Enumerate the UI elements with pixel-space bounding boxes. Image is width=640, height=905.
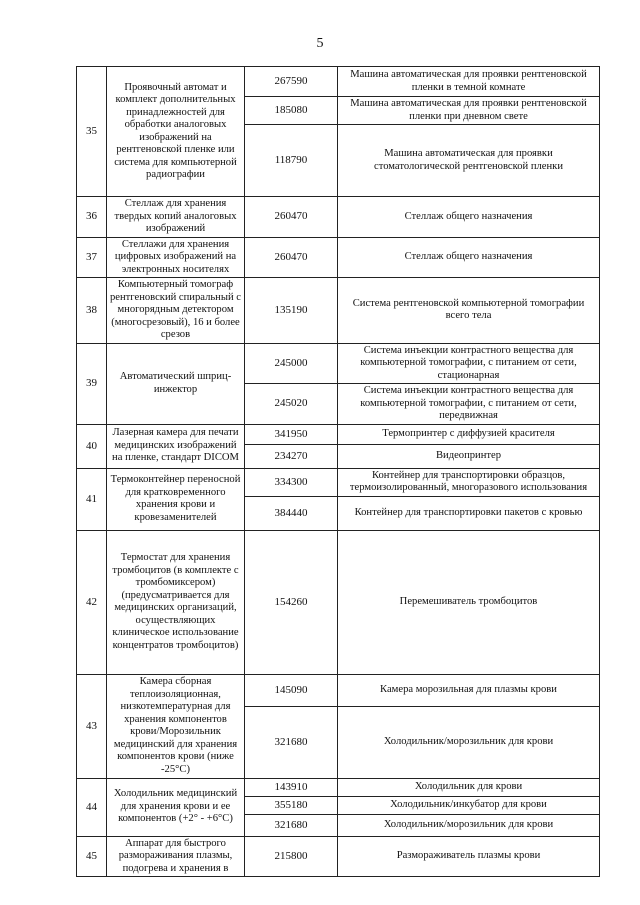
nomenclature-code: 341950 [245, 424, 338, 444]
nomenclature-code: 154260 [245, 530, 338, 674]
nomenclature-code: 245020 [245, 384, 338, 425]
nomenclature-description: Система рентгеновской компьютерной томографии всего тела [338, 278, 600, 344]
nomenclature-description: Перемешиватель тромбоцитов [338, 530, 600, 674]
nomenclature-description: Стеллаж общего назначения [338, 237, 600, 278]
equipment-name: Проявочный автомат и комплект дополнительных принадлежностей для обработки аналоговых изображений на рентгеновской пленке или система для компьютерной радиографии [107, 67, 245, 197]
nomenclature-code: 215800 [245, 836, 338, 877]
table-row [77, 836, 600, 877]
nomenclature-code: 260470 [245, 237, 338, 278]
equipment-name: Термоконтейнер переносной для кратковременного хранения крови и кровезаменителей [107, 468, 245, 530]
nomenclature-code: 260470 [245, 197, 338, 238]
nomenclature-code: 321680 [245, 814, 338, 836]
nomenclature-description: Холодильник для крови [338, 778, 600, 796]
table-row [77, 424, 600, 444]
table-row [77, 343, 600, 384]
nomenclature-description: Система инъекции контрастного вещества для компьютерной томографии, с питанием от сети, передвижная [338, 384, 600, 425]
table-row [77, 674, 600, 706]
nomenclature-code: 355180 [245, 796, 338, 814]
table-row [77, 237, 600, 278]
table-row [77, 468, 600, 496]
nomenclature-code: 185080 [245, 97, 338, 125]
equipment-name: Стеллажи для хранения цифровых изображений на электронных носителях [107, 237, 245, 278]
equipment-name: Автоматический шприц-инжектор [107, 343, 245, 424]
row-number: 35 [77, 67, 107, 197]
row-number: 37 [77, 237, 107, 278]
equipment-name: Термостат для хранения тромбоцитов (в комплекте с тромбомиксером) (предусматривается для медицинских организаций, осуществляющих клиническое использование концентратов тромбоцитов) [107, 530, 245, 674]
row-number: 38 [77, 278, 107, 344]
row-number: 40 [77, 424, 107, 468]
nomenclature-code: 145090 [245, 674, 338, 706]
row-number: 36 [77, 197, 107, 238]
nomenclature-code: 234270 [245, 444, 338, 468]
nomenclature-description: Машина автоматическая для проявки рентгеновской пленки в темной комнате [338, 67, 600, 97]
table-row [77, 67, 600, 97]
table-row [77, 778, 600, 796]
equipment-name: Стеллаж для хранения твердых копий аналоговых изображений [107, 197, 245, 238]
nomenclature-description: Камера морозильная для плазмы крови [338, 674, 600, 706]
nomenclature-code: 118790 [245, 125, 338, 197]
equipment-name: Лазерная камера для печати медицинских изображений на пленке, стандарт DICOM [107, 424, 245, 468]
nomenclature-code: 245000 [245, 343, 338, 384]
nomenclature-description: Машина автоматическая для проявки рентгеновской пленки при дневном свете [338, 97, 600, 125]
equipment-name: Аппарат для быстрого размораживания плазмы, подогрева и хранения в [107, 836, 245, 877]
row-number: 42 [77, 530, 107, 674]
equipment-name: Компьютерный томограф рентгеновский спиральный с многорядным детектором (многосрезовый), 16 и более срезов [107, 278, 245, 344]
table-row [77, 530, 600, 674]
nomenclature-description: Размораживатель плазмы крови [338, 836, 600, 877]
nomenclature-code: 334300 [245, 468, 338, 496]
row-number: 43 [77, 674, 107, 778]
nomenclature-description: Холодильник/морозильник для крови [338, 706, 600, 778]
row-number: 39 [77, 343, 107, 424]
nomenclature-description: Холодильник/морозильник для крови [338, 814, 600, 836]
nomenclature-code: 143910 [245, 778, 338, 796]
table-row [77, 197, 600, 238]
nomenclature-description: Холодильник/инкубатор для крови [338, 796, 600, 814]
nomenclature-description: Стеллаж общего назначения [338, 197, 600, 238]
table-row [77, 278, 600, 344]
nomenclature-code: 384440 [245, 496, 338, 530]
row-number: 44 [77, 778, 107, 836]
row-number: 41 [77, 468, 107, 530]
equipment-name: Камера сборная теплоизоляционная, низкотемпературная для хранения компонентов крови/Морозильник медицинский для хранения компонентов крови (ниже -25°С) [107, 674, 245, 778]
nomenclature-code: 267590 [245, 67, 338, 97]
nomenclature-description: Контейнер для транспортировки пакетов с кровью [338, 496, 600, 530]
page-number: 5 [316, 36, 324, 51]
equipment-name: Холодильник медицинский для хранения крови и ее компонентов (+2° - +6°С) [107, 778, 245, 836]
nomenclature-description: Термопринтер с диффузией красителя [338, 424, 600, 444]
row-number: 45 [77, 836, 107, 877]
nomenclature-description: Видеопринтер [338, 444, 600, 468]
nomenclature-description: Контейнер для транспортировки образцов, термоизолированный, многоразового использования [338, 468, 600, 496]
nomenclature-code: 321680 [245, 706, 338, 778]
equipment-table [76, 66, 600, 877]
nomenclature-code: 135190 [245, 278, 338, 344]
nomenclature-description: Система инъекции контрастного вещества для компьютерной томографии, с питанием от сети, стационарная [338, 343, 600, 384]
nomenclature-description: Машина автоматическая для проявки стоматологической рентгеновской пленки [338, 125, 600, 197]
